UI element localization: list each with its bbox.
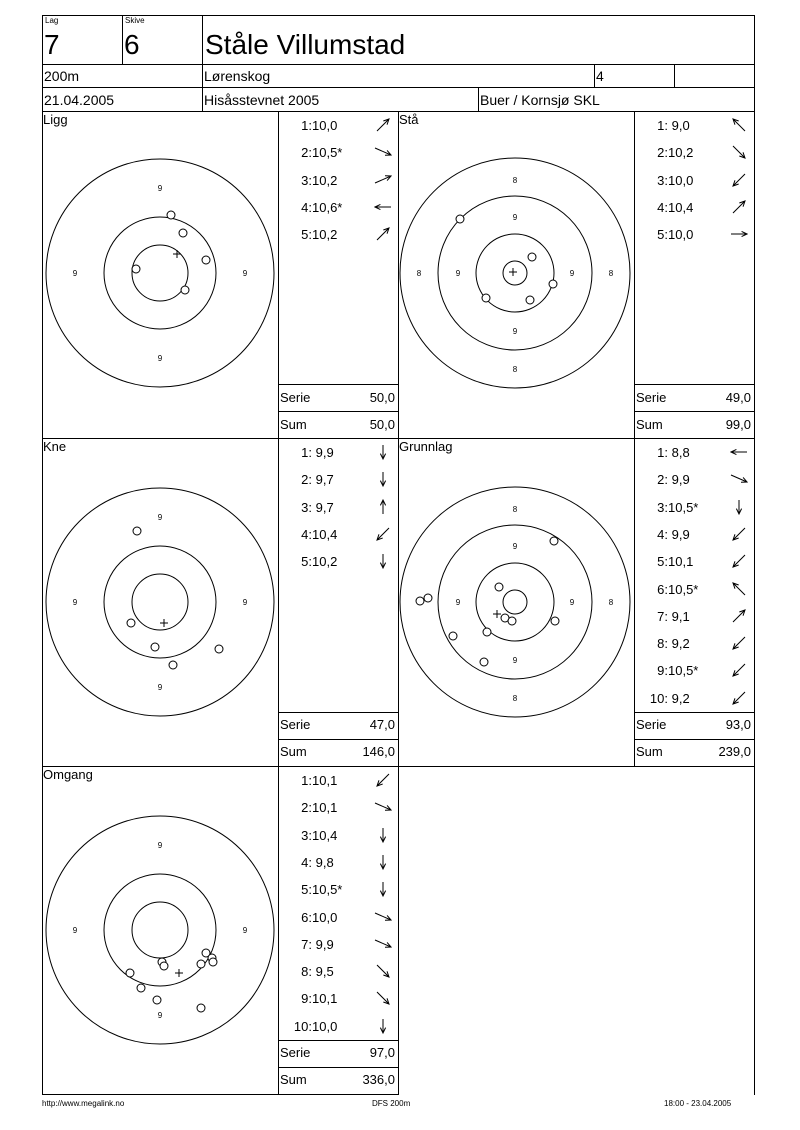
sum-label: Sum bbox=[280, 744, 307, 759]
shot-direction-arrow-icon bbox=[374, 143, 392, 161]
shot-hole bbox=[160, 962, 168, 970]
lag-label: Lag bbox=[45, 16, 59, 25]
footer-url[interactable]: http://www.megalink.no bbox=[42, 1099, 125, 1108]
shot-hole bbox=[551, 617, 559, 625]
shot-direction-arrow-icon bbox=[730, 443, 748, 461]
shot-hole bbox=[495, 583, 503, 591]
shot-value: 10,2 bbox=[312, 227, 338, 243]
shot-number: 2: bbox=[657, 472, 668, 488]
shot-row bbox=[636, 692, 710, 705]
serie-label: Serie bbox=[280, 717, 311, 732]
ring-label: 8 bbox=[512, 176, 518, 185]
target-ring bbox=[104, 217, 216, 329]
ring-label: 8 bbox=[512, 694, 518, 703]
shot-direction-arrow-icon bbox=[730, 143, 748, 161]
shot-row bbox=[636, 555, 710, 568]
shot-value: 9,0 bbox=[668, 118, 690, 133]
ring-label: 9 bbox=[157, 683, 163, 692]
ring-label: 8 bbox=[608, 598, 614, 607]
shot-row bbox=[636, 119, 710, 132]
shot-number: 6: bbox=[657, 581, 668, 597]
shot-number: 6: bbox=[301, 909, 312, 925]
shot-value: 9,5 bbox=[312, 964, 334, 980]
panel-title: Ligg bbox=[43, 112, 68, 127]
shot-hole bbox=[127, 619, 135, 627]
shot-row bbox=[280, 501, 354, 514]
target-ring bbox=[132, 902, 188, 958]
shot-number: 7: bbox=[301, 936, 312, 952]
place: Lørenskog bbox=[204, 68, 271, 84]
serie-label: Serie bbox=[636, 717, 667, 732]
shot-row bbox=[280, 938, 354, 951]
class: 4 bbox=[596, 68, 604, 84]
ring-label: 8 bbox=[416, 269, 422, 278]
shot-number: 3: bbox=[301, 827, 312, 843]
shot-value: 10,1 bbox=[668, 554, 694, 570]
ring-label: 9 bbox=[72, 269, 78, 278]
target-ring bbox=[46, 159, 274, 387]
shot-direction-arrow-icon bbox=[374, 470, 392, 488]
shot-hole bbox=[133, 527, 141, 535]
serie-value: 97,0 bbox=[369, 1045, 395, 1060]
shot-row bbox=[280, 228, 354, 241]
ring-label: 9 bbox=[512, 213, 518, 222]
ring-label: 9 bbox=[72, 926, 78, 935]
sum-label: Sum bbox=[280, 417, 307, 432]
shot-hole bbox=[153, 996, 161, 1004]
shot-value: 10,1 bbox=[312, 991, 338, 1007]
serie-value: 47,0 bbox=[369, 717, 395, 732]
shot-direction-arrow-icon bbox=[374, 198, 392, 216]
shot-row bbox=[636, 528, 710, 541]
shot-direction-arrow-icon bbox=[374, 552, 392, 570]
ring-label: 9 bbox=[157, 184, 163, 193]
target-diagram bbox=[42, 438, 278, 764]
shot-value: 9,7 bbox=[312, 499, 334, 515]
shot-hole bbox=[424, 594, 432, 602]
shot-direction-arrow-icon bbox=[730, 607, 748, 625]
shot-number: 2: bbox=[301, 472, 312, 488]
shot-row bbox=[636, 610, 710, 623]
shot-value: 10,0 bbox=[668, 172, 694, 188]
shot-number: 4: bbox=[301, 199, 312, 215]
shot-hole bbox=[126, 969, 134, 977]
shot-value: 10,5* bbox=[668, 499, 699, 515]
shot-row bbox=[280, 473, 354, 486]
shot-value: 10,0 bbox=[312, 118, 338, 133]
ring-label: 9 bbox=[455, 269, 461, 278]
shot-number: 4: bbox=[301, 854, 312, 870]
target-diagram bbox=[398, 438, 634, 764]
shot-value: 10,4 bbox=[312, 827, 338, 843]
shot-hole bbox=[528, 253, 536, 261]
ring-label: 9 bbox=[157, 354, 163, 363]
shot-hole bbox=[197, 960, 205, 968]
distance: 200m bbox=[44, 68, 80, 84]
shot-direction-arrow-icon bbox=[730, 634, 748, 652]
shot-hole bbox=[209, 958, 217, 966]
shot-value: 9,8 bbox=[312, 854, 334, 870]
shooter-name: Ståle Villumstad bbox=[205, 29, 406, 60]
shot-value: 10,0 bbox=[312, 909, 338, 925]
target-ring bbox=[400, 158, 630, 388]
target-ring bbox=[503, 261, 527, 285]
shot-number: 3: bbox=[657, 499, 668, 515]
ring-label: 9 bbox=[455, 598, 461, 607]
shot-row bbox=[280, 965, 354, 978]
shot-direction-arrow-icon bbox=[374, 989, 392, 1007]
shot-direction-arrow-icon bbox=[374, 826, 392, 844]
target-diagram bbox=[42, 111, 278, 437]
shot-value: 10,4 bbox=[312, 526, 338, 542]
shot-number: 3: bbox=[301, 172, 312, 188]
shot-row bbox=[636, 146, 710, 159]
shot-direction-arrow-icon bbox=[730, 498, 748, 516]
shot-number: 1: bbox=[657, 445, 668, 460]
shot-hole bbox=[508, 617, 516, 625]
shot-direction-arrow-icon bbox=[374, 225, 392, 243]
shot-number: 2: bbox=[301, 145, 312, 161]
shot-value: 9,9 bbox=[312, 445, 334, 460]
shot-direction-arrow-icon bbox=[730, 580, 748, 598]
sum-label: Sum bbox=[636, 417, 663, 432]
shot-row bbox=[280, 119, 354, 132]
shot-row bbox=[636, 473, 710, 486]
shot-number: 5: bbox=[301, 882, 312, 898]
shot-number: 3: bbox=[657, 172, 668, 188]
shot-hole bbox=[215, 645, 223, 653]
shot-value: 10,2 bbox=[312, 172, 338, 188]
shot-value: 10,4 bbox=[668, 199, 694, 215]
shot-row bbox=[280, 992, 354, 1005]
shot-number: 1: bbox=[301, 118, 312, 133]
shot-value: 9,9 bbox=[668, 526, 690, 542]
ring-label: 8 bbox=[512, 365, 518, 374]
shot-row bbox=[636, 174, 710, 187]
shot-direction-arrow-icon bbox=[730, 198, 748, 216]
center-mark bbox=[493, 610, 501, 618]
shot-number: 4: bbox=[657, 526, 668, 542]
ring-label: 8 bbox=[608, 269, 614, 278]
shot-value: 10,6* bbox=[312, 199, 343, 215]
shot-value: 10,5* bbox=[668, 663, 699, 679]
shot-direction-arrow-icon bbox=[730, 225, 748, 243]
shot-hole bbox=[181, 286, 189, 294]
ring-label: 9 bbox=[72, 598, 78, 607]
shot-number: 1: bbox=[657, 118, 668, 133]
shot-direction-arrow-icon bbox=[374, 853, 392, 871]
footer-timestamp: 18:00 - 23.04.2005 bbox=[664, 1099, 732, 1108]
target-diagram bbox=[42, 766, 278, 1092]
shot-direction-arrow-icon bbox=[730, 470, 748, 488]
sum-value: 99,0 bbox=[725, 417, 751, 432]
shot-hole bbox=[449, 632, 457, 640]
shot-row bbox=[280, 174, 354, 187]
shot-number: 2: bbox=[657, 145, 668, 161]
shot-value: 10,2 bbox=[668, 145, 694, 161]
shot-direction-arrow-icon bbox=[374, 1017, 392, 1035]
shot-hole bbox=[151, 643, 159, 651]
ring-label: 9 bbox=[512, 327, 518, 336]
shot-direction-arrow-icon bbox=[730, 689, 748, 707]
shot-direction-arrow-icon bbox=[374, 498, 392, 516]
shot-value: 9,9 bbox=[668, 472, 690, 488]
shot-row bbox=[280, 883, 354, 896]
shot-value: 10,0 bbox=[312, 1018, 338, 1034]
lag-value: 7 bbox=[44, 29, 60, 60]
shot-row bbox=[280, 829, 354, 842]
shot-row bbox=[280, 555, 354, 568]
shot-direction-arrow-icon bbox=[374, 116, 392, 134]
shot-hole bbox=[202, 256, 210, 264]
shot-number: 9: bbox=[301, 991, 312, 1007]
shot-number: 10: bbox=[649, 690, 668, 706]
ring-label: 9 bbox=[157, 1011, 163, 1020]
shot-value: 9,7 bbox=[312, 472, 334, 488]
shot-number: 5: bbox=[301, 554, 312, 570]
panel-title: Kne bbox=[43, 439, 67, 454]
shot-row bbox=[636, 637, 710, 650]
shot-number: 9: bbox=[657, 663, 668, 679]
shot-value: 9,1 bbox=[668, 608, 690, 624]
shot-number: 7: bbox=[657, 608, 668, 624]
shot-row bbox=[280, 146, 354, 159]
sum-value: 239,0 bbox=[718, 744, 751, 759]
target-ring bbox=[132, 574, 188, 630]
shot-value: 10,5* bbox=[668, 581, 699, 597]
shot-value: 10,0 bbox=[668, 227, 694, 243]
target-ring bbox=[46, 816, 274, 1044]
shot-value: 9,2 bbox=[668, 690, 690, 706]
club-name: Buer / Kornsjø SKL bbox=[480, 92, 600, 108]
ring-label: 8 bbox=[512, 505, 518, 514]
ring-label: 9 bbox=[569, 598, 575, 607]
shot-row bbox=[636, 583, 710, 596]
ring-label: 9 bbox=[242, 598, 248, 607]
date: 21.04.2005 bbox=[44, 92, 115, 108]
shot-number: 4: bbox=[657, 199, 668, 215]
shot-row bbox=[636, 201, 710, 214]
ring-label: 9 bbox=[242, 926, 248, 935]
shot-direction-arrow-icon bbox=[374, 771, 392, 789]
target-diagram bbox=[398, 111, 634, 437]
shot-number: 3: bbox=[301, 499, 312, 515]
serie-value: 50,0 bbox=[369, 390, 395, 405]
shot-hole bbox=[550, 537, 558, 545]
shot-hole bbox=[169, 661, 177, 669]
shot-direction-arrow-icon bbox=[730, 525, 748, 543]
shot-row bbox=[280, 446, 354, 459]
shot-value: 10,1 bbox=[312, 773, 338, 788]
shot-row bbox=[636, 501, 710, 514]
shot-value: 10,5* bbox=[312, 882, 343, 898]
sum-value: 146,0 bbox=[362, 744, 395, 759]
shot-row bbox=[280, 1020, 354, 1033]
center-mark bbox=[509, 268, 517, 276]
panel-title: Omgang bbox=[43, 767, 93, 782]
shot-value: 8,8 bbox=[668, 445, 690, 460]
serie-value: 93,0 bbox=[725, 717, 751, 732]
shot-direction-arrow-icon bbox=[374, 935, 392, 953]
shot-number: 8: bbox=[657, 636, 668, 652]
footer-program: DFS 200m bbox=[372, 1099, 411, 1108]
shot-row bbox=[280, 856, 354, 869]
shot-number: 5: bbox=[657, 227, 668, 243]
center-mark bbox=[175, 969, 183, 977]
skive-label: Skive bbox=[125, 16, 145, 25]
target-ring bbox=[46, 488, 274, 716]
shot-direction-arrow-icon bbox=[730, 171, 748, 189]
target-ring bbox=[400, 487, 630, 717]
panel-title: Grunnlag bbox=[399, 439, 453, 454]
shot-row bbox=[636, 446, 710, 459]
serie-label: Serie bbox=[636, 390, 667, 405]
target-ring bbox=[132, 245, 188, 301]
shot-direction-arrow-icon bbox=[730, 552, 748, 570]
shot-number: 2: bbox=[301, 800, 312, 816]
shot-number: 1: bbox=[301, 773, 312, 788]
shot-hole bbox=[167, 211, 175, 219]
target-ring bbox=[104, 874, 216, 986]
center-mark bbox=[173, 250, 181, 258]
shot-hole bbox=[549, 280, 557, 288]
sum-value: 50,0 bbox=[369, 417, 395, 432]
ring-label: 9 bbox=[157, 513, 163, 522]
shot-row bbox=[280, 528, 354, 541]
target-ring bbox=[503, 590, 527, 614]
shot-hole bbox=[132, 265, 140, 273]
ring-label: 9 bbox=[512, 656, 518, 665]
shot-hole bbox=[482, 294, 490, 302]
shot-number: 1: bbox=[301, 445, 312, 460]
shot-direction-arrow-icon bbox=[374, 171, 392, 189]
center-mark bbox=[160, 619, 168, 627]
shot-hole bbox=[137, 984, 145, 992]
shot-direction-arrow-icon bbox=[374, 908, 392, 926]
shot-row bbox=[280, 201, 354, 214]
shot-row bbox=[280, 774, 354, 787]
ring-label: 9 bbox=[512, 542, 518, 551]
shot-row bbox=[280, 801, 354, 814]
ring-label: 9 bbox=[242, 269, 248, 278]
sum-value: 336,0 bbox=[362, 1072, 395, 1087]
shot-number: 5: bbox=[657, 554, 668, 570]
shot-value: 10,1 bbox=[312, 800, 338, 816]
shot-row bbox=[636, 664, 710, 677]
shot-direction-arrow-icon bbox=[374, 962, 392, 980]
shot-hole bbox=[526, 296, 534, 304]
shot-direction-arrow-icon bbox=[730, 116, 748, 134]
shot-value: 9,2 bbox=[668, 636, 690, 652]
target-ring bbox=[104, 546, 216, 658]
serie-label: Serie bbox=[280, 390, 311, 405]
sum-label: Sum bbox=[636, 744, 663, 759]
shot-number: 4: bbox=[301, 526, 312, 542]
serie-label: Serie bbox=[280, 1045, 311, 1060]
ring-label: 9 bbox=[157, 841, 163, 850]
shot-row bbox=[636, 228, 710, 241]
shot-direction-arrow-icon bbox=[374, 443, 392, 461]
skive-value: 6 bbox=[124, 29, 140, 60]
shot-number: 5: bbox=[301, 227, 312, 243]
shot-direction-arrow-icon bbox=[374, 880, 392, 898]
serie-value: 49,0 bbox=[725, 390, 751, 405]
shot-hole bbox=[197, 1004, 205, 1012]
shot-direction-arrow-icon bbox=[730, 661, 748, 679]
shot-hole bbox=[456, 215, 464, 223]
shot-hole bbox=[416, 597, 424, 605]
ring-label: 9 bbox=[569, 269, 575, 278]
shot-number: 8: bbox=[301, 964, 312, 980]
shot-value: 10,5* bbox=[312, 145, 343, 161]
shot-hole bbox=[483, 628, 491, 636]
shot-value: 9,9 bbox=[312, 936, 334, 952]
shot-direction-arrow-icon bbox=[374, 798, 392, 816]
sum-label: Sum bbox=[280, 1072, 307, 1087]
event-name: Hisåsstevnet 2005 bbox=[204, 92, 320, 108]
shot-value: 10,2 bbox=[312, 554, 338, 570]
shot-hole bbox=[480, 658, 488, 666]
panel-title: Stå bbox=[399, 112, 419, 127]
shot-row bbox=[280, 911, 354, 924]
shot-hole bbox=[179, 229, 187, 237]
shot-direction-arrow-icon bbox=[374, 525, 392, 543]
shot-number: 10: bbox=[293, 1018, 312, 1034]
